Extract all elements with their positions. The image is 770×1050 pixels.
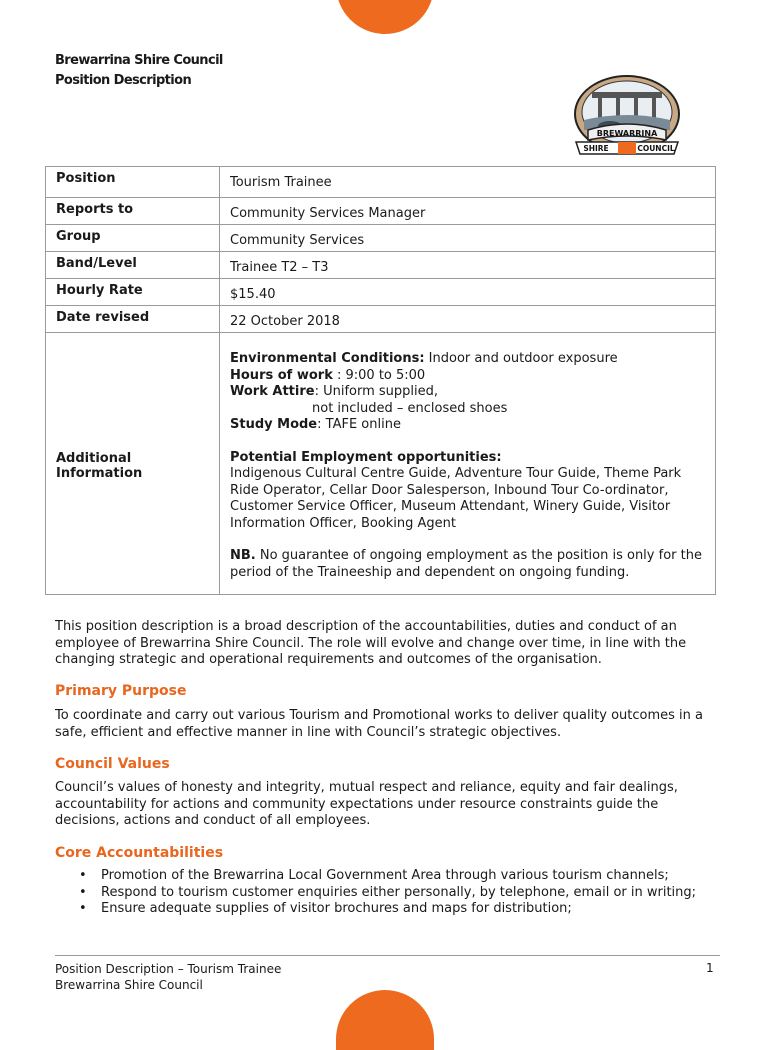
core-accountabilities-list bbox=[55, 868, 721, 918]
org-title: Brewarrina Shire Council bbox=[55, 53, 223, 68]
table-row bbox=[46, 167, 716, 198]
core-accountabilities-heading: Core Accountabilities bbox=[55, 845, 224, 861]
row-label: Group bbox=[46, 225, 220, 252]
top-orange-tab bbox=[336, 0, 434, 34]
attire-label: Work Attire bbox=[230, 384, 315, 399]
attire-value-2: not included – enclosed shoes bbox=[312, 400, 508, 416]
opps-label: Potential Employment opportunities: bbox=[230, 449, 502, 465]
bottom-orange-tab bbox=[336, 990, 434, 1050]
study-value: : TAFE online bbox=[317, 417, 401, 432]
row-value: Community Services bbox=[220, 225, 716, 252]
logo-text-3: COUNCIL bbox=[637, 144, 675, 153]
row-value: $15.40 bbox=[220, 279, 716, 306]
row-label: Hourly Rate bbox=[46, 279, 220, 306]
opps-value: Indigenous Cultural Centre Guide, Adventure Tour Guide, Theme Park Ride Operator, Cellar Door Salesperson, Inbound Tour Co-ordinator, Customer Service Officer, Museum Attendant, Winery Guide, Visitor Information Officer, Booking Agent bbox=[230, 466, 682, 531]
row-value: Community Services Manager bbox=[220, 198, 716, 225]
additional-cell bbox=[220, 333, 716, 595]
page-number: 1 bbox=[706, 961, 714, 975]
table-row bbox=[46, 198, 716, 225]
logo-text-1: BREWARRINA bbox=[596, 129, 658, 138]
council-values-heading: Council Values bbox=[55, 756, 170, 772]
row-value: Tourism Trainee bbox=[220, 167, 716, 198]
list-item: • Ensure adequate supplies of visitor brochures and maps for distribution; bbox=[101, 901, 721, 918]
primary-purpose-text: To coordinate and carry out various Tourism and Promotional works to deliver quality outcomes in a safe, efficient and effective manner in line with Council’s strategic objectives. bbox=[55, 708, 704, 740]
additional-label bbox=[46, 333, 220, 595]
doc-type: Position Description bbox=[55, 73, 192, 88]
hours-label: Hours of work bbox=[230, 367, 333, 383]
additional-label-text: Additional Information bbox=[56, 450, 143, 481]
table-row bbox=[46, 252, 716, 279]
env-value: Indoor and outdoor exposure bbox=[424, 351, 618, 366]
list-item: • Promotion of the Brewarrina Local Government Area through various tourism channels; bbox=[101, 868, 721, 885]
row-value: 22 October 2018 bbox=[220, 306, 716, 333]
study-label: Study Mode bbox=[230, 417, 318, 432]
row-label: Date revised bbox=[46, 306, 220, 333]
table-row bbox=[46, 306, 716, 333]
table-row-additional bbox=[46, 333, 716, 595]
intro-paragraph: This position description is a broad description of the accountabilities, duties and conduct of an employee of Brewarrina Shire Council. The role will evolve and change over time, in line with the changing strategic and operational requirements and outcomes of the organisation. bbox=[55, 619, 687, 667]
nb-label: NB. bbox=[230, 548, 256, 563]
row-label: Band/Level bbox=[46, 252, 220, 279]
primary-purpose-heading: Primary Purpose bbox=[55, 683, 187, 699]
hours-value: : 9:00 to 5:00 bbox=[332, 367, 426, 383]
council-logo bbox=[570, 74, 684, 162]
row-label: Position bbox=[46, 167, 220, 198]
position-table bbox=[45, 166, 716, 595]
attire-value: : Uniform supplied, bbox=[314, 384, 439, 399]
nb-value: No guarantee of ongoing employment as the position is only for the period of the Traineeship and dependent on ongoing funding. bbox=[230, 548, 702, 580]
footer-line-2: Brewarrina Shire Council bbox=[55, 978, 203, 992]
council-values-text: Council’s values of honesty and integrity, mutual respect and reliance, equity and fair dealings, accountability for actions and community expectations under resource constraints guide the decisions, actions and conduct of all employees. bbox=[55, 780, 678, 828]
table-row bbox=[46, 279, 716, 306]
footer-line-1: Position Description – Tourism Trainee bbox=[55, 962, 282, 976]
row-label: Reports to bbox=[46, 198, 220, 225]
logo-text-2: SHIRE bbox=[583, 144, 609, 153]
row-value: Trainee T2 – T3 bbox=[220, 252, 716, 279]
env-label: Environmental Conditions: bbox=[230, 351, 425, 366]
footer-divider bbox=[55, 955, 720, 956]
table-row bbox=[46, 225, 716, 252]
list-item: • Respond to tourism customer enquiries either personally, by telephone, email or in writing; bbox=[101, 885, 721, 902]
